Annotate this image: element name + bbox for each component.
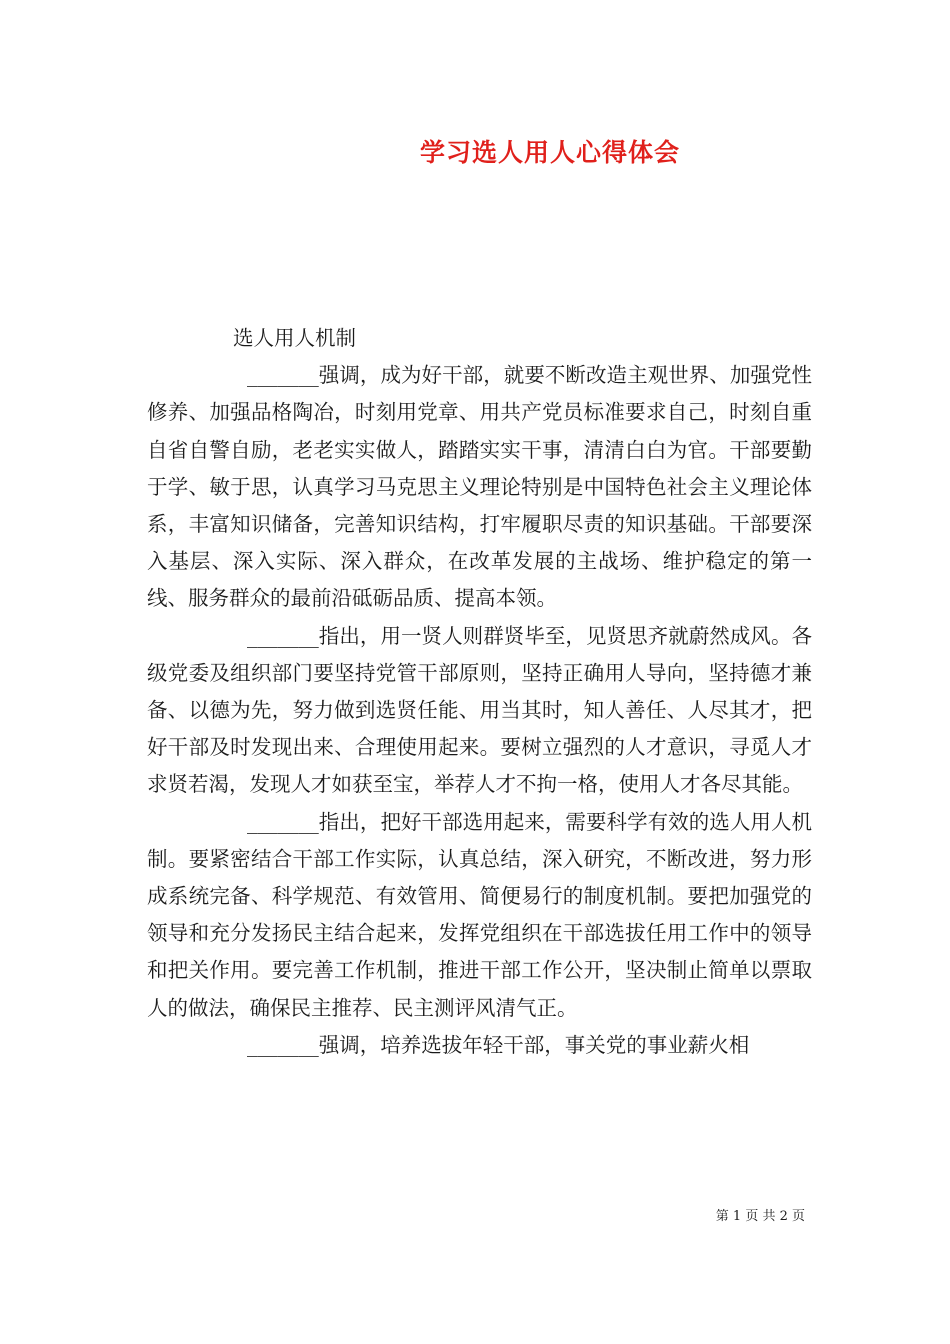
document-body [147,320,812,1064]
page-title: 学习选人用人心得体会 [419,138,680,167]
paragraph-3: _______指出，把好干部选用起来，需要科学有效的选人用人机制。要紧密结合干部工作实际，认真总结，深入研究，不断改进，努力形成系统完备、科学规范、有效管用、简便易行的制度机制。要把加强党的领导和充分发扬民主结合起来，发挥党组织在干部选拔任用工作中的领导和把关作用。要完善工作机制，推进干部工作公开，坚决制止简单以票取人的做法，确保民主推荐、民主测评风清气正。 [147,809,812,1020]
paragraph-4: _______强调，培养选拔年轻干部，事关党的事业薪火相 [247,1032,750,1057]
paragraph-2: _______指出，用一贤人则群贤毕至，见贤思齐就蔚然成风。各级党委及组织部门要坚持党管干部原则，坚持正确用人导向，坚持德才兼备、以德为先，努力做到选贤任能、用当其时，知人善任、人尽其才，把好干部及时发现出来、合理使用起来。要树立强烈的人才意识，寻觅人才求贤若渴，发现人才如获至宝，举荐人才不拘一格，使用人才各尽其能。 [147,623,812,797]
page-number-footer: 第 1 页 共 2 页 [715,1209,805,1224]
paragraph-1: _______强调，成为好干部，就要不断改造主观世界、加强党性修养、加强品格陶冶，时刻用党章、用共产党员标准要求自己，时刻自重自省自警自励，老老实实做人，踏踏实实干事，清清白白为官。干部要勤于学、敏于思，认真学习马克思主义理论特别是中国特色社会主义理论体系，丰富知识储备，完善知识结构，打牢履职尽责的知识基础。干部要深入基层、深入实际、深入群众，在改革发展的主战场、维护稳定的第一线、服务群众的最前沿砥砺品质、提高本领。 [147,363,812,611]
section-heading: 选人用人机制 [233,326,356,350]
